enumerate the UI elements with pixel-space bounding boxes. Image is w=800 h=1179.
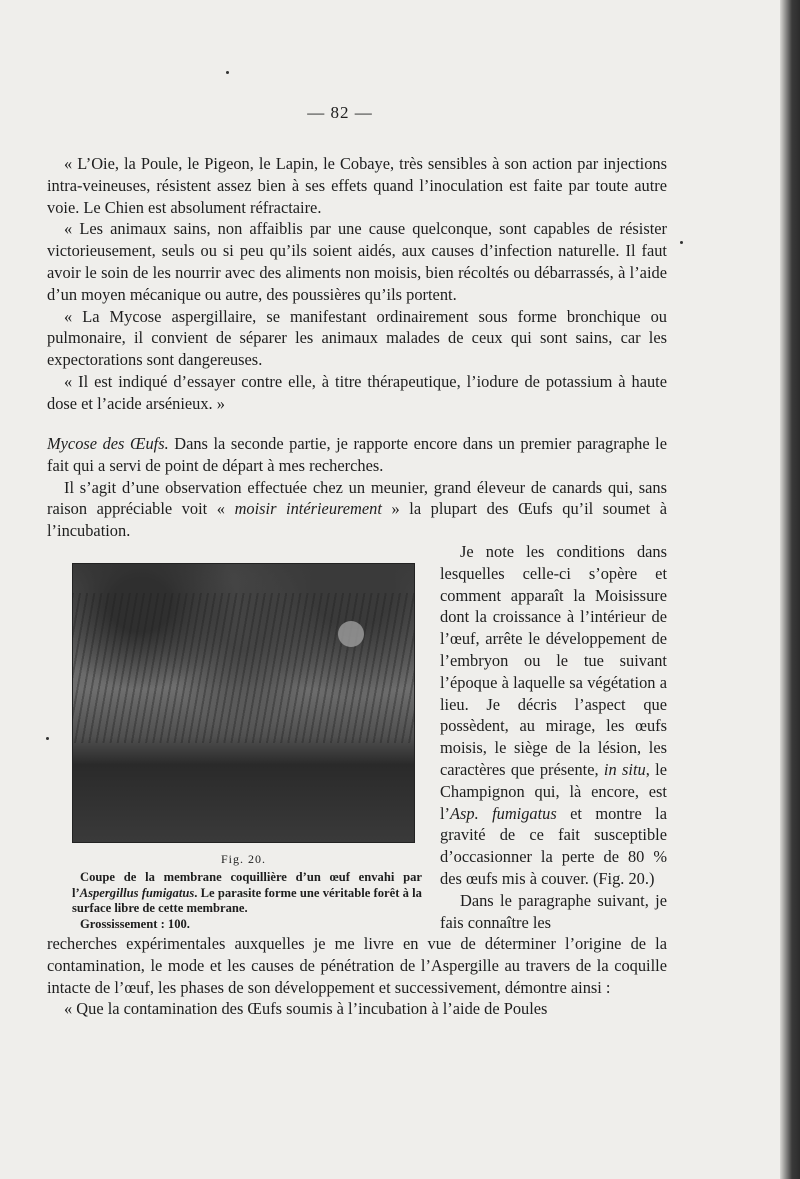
caption-species: Aspergillus fumigatus: [79, 885, 195, 900]
figure-caption: [72, 870, 422, 932]
speck: [226, 71, 229, 74]
right-paragraph: [440, 541, 667, 890]
quote-paragraph: « Les animaux sains, non affaiblis par une cause quelconque, sont capables de résister victorieusement, seuls ou si peu qu’ils soient aidés, aux causes d’infection naturelle. Il faut avoir le soin de les nourrir avec des aliments non moisis, bien récoltés ou débarrassés, à l’aide d’un moyen mécanique ou autre, des poussières qu’ils portent.: [47, 219, 667, 304]
fungal-growth: [72, 593, 415, 743]
observation-text: Il s’agit d’une observation effectuée chez un meunier, grand éleveur de canards qui, sans raison appréciable voit «: [47, 477, 667, 519]
magnification: Grossissement : 100.: [80, 916, 190, 931]
right-text-end: et montre la gravité de ce fait susceptible d’occasionner la perte de 80 % des œufs mis à couver. (Fig. 20.): [440, 803, 667, 888]
species-italic: Asp. fumigatus: [450, 803, 557, 823]
speck: [680, 241, 683, 244]
figure-label: Fig. 20.: [220, 852, 266, 866]
caption-start: Coupe de la membrane coquillière d’un œuf envahi par l’: [72, 870, 422, 900]
speck: [46, 737, 49, 740]
page-number: — 82 —: [307, 103, 373, 122]
section-heading: Mycose des Œufs.: [47, 434, 169, 453]
mycose-text: Dans la seconde partie, je rapporte encore dans un premier paragraphe le fait qui a servi de point de départ à mes recherches.: [47, 434, 667, 475]
right-paragraph-2: Dans le paragraphe suivant, je fais connaître les: [440, 890, 667, 932]
observation-paragraph: [47, 477, 667, 542]
observation-italic: moisir intérieurement: [234, 499, 382, 519]
quote-paragraph: « L’Oie, la Poule, le Pigeon, le Lapin, le Cobaye, très sensibles à son action par injections intra-veineuses, résistent assez bien à ses effets quand l’inoculation est faite par toute autre voie. Le Chien est absolument réfractaire.: [47, 154, 667, 217]
last-line: « Que la contamination des Œufs soumis à l’incubation à l’aide de Poules: [64, 999, 548, 1019]
quote-paragraph: « La Mycose aspergillaire, se manifestant ordinairement sous forme bronchique ou pulmonaire, il convient de séparer les animaux malades de ceux qui sont sains, car les expectorations sont dangereuses.: [47, 306, 667, 370]
page-edge-shadow: [780, 0, 800, 1179]
micrograph-figure: [72, 563, 415, 843]
mycose-paragraph: [47, 433, 667, 477]
continuation-block: [47, 933, 667, 1020]
quote-paragraph: « Il est indiqué d’essayer contre elle, à titre thérapeutique, l’iodure de potassium à haute dose et l’acide arsénieux. »: [47, 371, 667, 413]
mycose-section: [47, 433, 667, 542]
caption-end: . Le parasite forme une véritable forêt à la surface libre de cette membrane.: [72, 885, 422, 916]
in-situ-italic: in situ: [603, 759, 646, 779]
light-spot: [338, 621, 364, 647]
right-text: Je note les conditions dans lesquelles celle-ci s’opère et comment apparaît la Moisissure dont la croissance à l’intérieur de l’œuf, arrête le développement de l’embryon ou le tue suivant l’époque à laquelle sa végétation a lieu. Je décris l’aspect que possèdent, au mirage, les œufs moisis, le siège de la lésion, les caractères que présente,: [440, 542, 667, 779]
continuation-paragraph: recherches expérimentales auxquelles je me livre en vue de déterminer l’origine de la contamination, le mode et les causes de pénétration de l’Aspergille au travers de la coquille intacte de l’œuf, les phases de son développement et successivement, démontre ainsi :: [47, 934, 667, 997]
observation-text-end: » la plupart des Œufs qu’il soumet à l’incubation.: [47, 499, 667, 541]
right-column-text: [440, 541, 667, 933]
caption-text: [72, 870, 422, 917]
right-text-mid: , le Champignon qui, là encore, est l’: [440, 759, 667, 823]
quote-block: [47, 153, 667, 415]
